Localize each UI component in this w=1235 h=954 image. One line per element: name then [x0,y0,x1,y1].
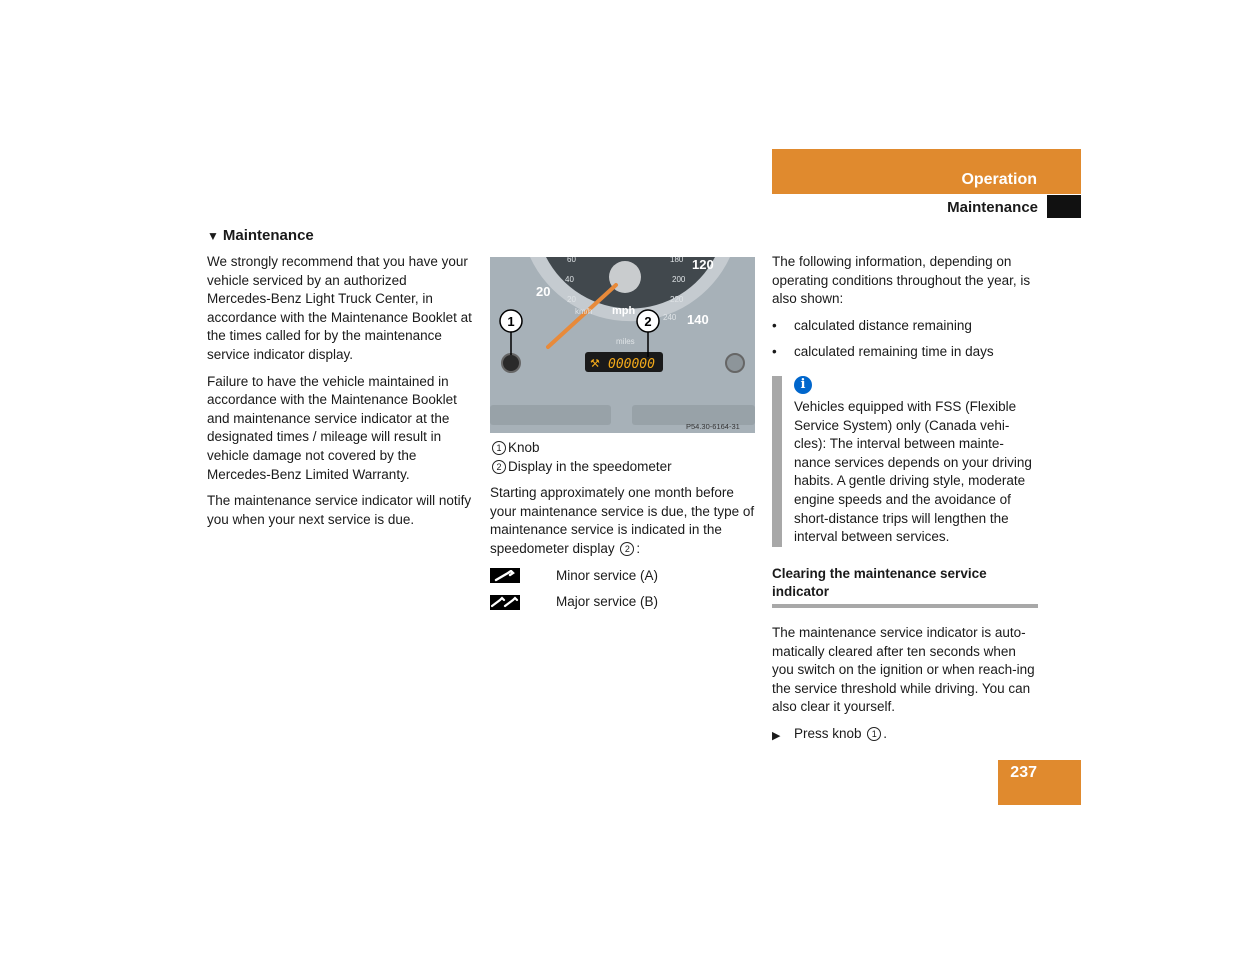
section-heading [207,227,314,244]
kmh-unit-label: km/h [575,307,593,316]
figure-code: P54.30-6164-31 [686,422,740,431]
subheading: Clearing the maintenance service indicator [772,565,1038,608]
instruction-step: ▶ Press knob 1 . [772,725,1038,746]
kmh-tick-label: 60 [567,257,576,264]
speedometer-illustration [490,257,755,433]
paragraph: The maintenance service indicator is auto-matically cleared after ten seconds when you switch on the ignition or when reach-ing the service threshold while driving. You can also clear it yourself. [772,624,1035,715]
info-note [772,376,1038,547]
column-right [772,253,1038,745]
mph-unit-label: mph [612,305,636,317]
callout-2-label: 2 [644,314,652,329]
chapter-header-bar [772,149,1081,194]
knob-graphic [502,354,520,372]
note-bar [772,376,782,547]
callout-number: 1 [492,441,506,455]
legend-item [490,439,756,458]
list-item: • calculated remaining time in days [772,344,994,360]
section-heading-text: Maintenance [222,227,314,244]
page-number-box [998,760,1081,805]
odometer-readout: 000000 [608,357,655,372]
callout-number: 2 [620,542,634,556]
right-knob-graphic [726,354,744,372]
callout-1-label: 1 [507,314,515,329]
page-number: 237 [1010,764,1037,781]
note-text: Vehicles equipped with FSS (Flexible Service System) only (Canada vehi-cles): The interval between mainte-nance services depends on your driving habits. A gentle driving style, moderate engine speeds and the avoidance of short-distance trips will lengthen the interval between services. [794,398,1032,545]
mph-tick-label: 20 [536,284,551,299]
double-wrench-icon [490,595,520,610]
mph-tick-label: 140 [687,312,709,327]
service-row [490,593,756,612]
chapter-title: Operation [961,171,1037,188]
paragraph: Starting approximately one month before your maintenance service is due, the type of maintenance service is indicated in the speedometer display 2 : [490,485,755,556]
miles-unit-label: miles [616,337,635,346]
legend-text: Display in the speedometer [508,458,672,474]
legend-text: Knob [508,440,540,455]
mph-tick-label: 120 [692,257,714,272]
kmh-tick-label: 20 [567,295,576,304]
step-arrow-icon: ▶ [772,729,781,742]
column-left [207,253,473,537]
info-icon: i [794,376,812,394]
list-item: • calculated distance remaining [772,317,972,333]
kmh-tick-label: 200 [672,275,686,284]
header-marker-block [1047,195,1081,218]
service-row [490,567,756,586]
service-label: Minor service (A) [556,567,659,583]
svg-text:⚒: ⚒ [590,358,600,370]
kmh-tick-label: 220 [670,295,684,304]
column-middle [490,439,756,620]
callout-number: 2 [492,460,506,474]
paragraph: Failure to have the vehicle maintained in accordance with the Maintenance Booklet and maintenance service indicator at the designated times / mileage will result in vehicle damage not covered by the Mercedes-Benz Limited Warranty. [207,373,457,482]
speedometer-figure [490,257,755,433]
paragraph: The maintenance service indicator will notify you when your next service is due. [207,493,472,527]
single-wrench-icon [490,568,520,583]
legend-item [490,458,756,477]
chapter-subtitle: Maintenance [947,199,1038,216]
kmh-tick-label: 40 [565,275,574,284]
callout-number: 1 [867,727,881,741]
triangle-icon: ▼ [207,229,219,243]
kmh-tick-label: 240 [663,313,677,322]
service-label: Major service (B) [556,594,659,610]
kmh-tick-label: 180 [670,257,684,264]
paragraph: The following information, depending on operating conditions throughout the year, is also shown: [772,254,1031,307]
paragraph: We strongly recommend that you have your vehicle serviced by an authorized Mercedes-Benz Light Truck Center, in accordance with the Maintenance Booklet at the times called for by the maintenance service indicator display. [207,254,472,362]
